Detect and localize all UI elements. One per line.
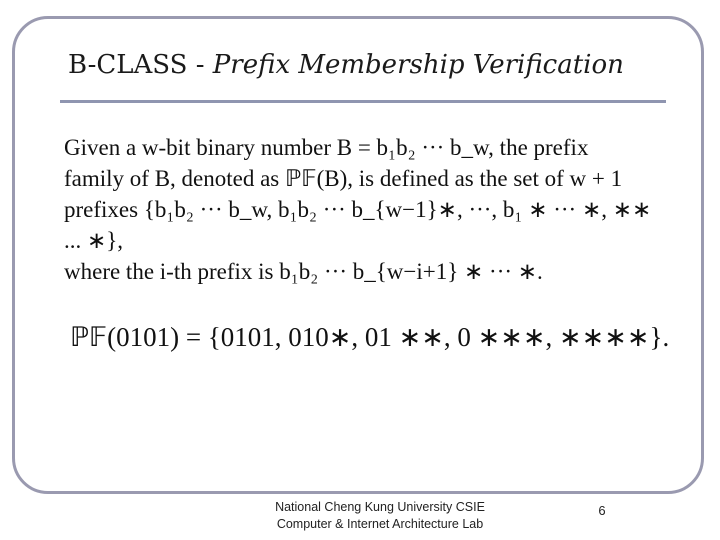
title-prefix: B-CLASS - bbox=[68, 50, 213, 80]
footer-line-2: Computer & Internet Architecture Lab bbox=[276, 517, 484, 531]
definition-line-3: prefixes {b₁b₂ ··· b_w, b₁b₂ ··· b_{w−1}∗, ···, b₁ ∗ ··· ∗, ∗∗ ... ∗}, bbox=[64, 197, 652, 253]
title-main: Prefix Membership Verification bbox=[212, 50, 624, 80]
definition-paragraph bbox=[64, 132, 660, 287]
slide-title bbox=[68, 50, 688, 80]
example-equation: ℙ𝔽(0101) = {0101, 010∗, 01 ∗∗, 0 ∗∗∗, ∗∗∗∗}. bbox=[70, 322, 670, 352]
footer bbox=[230, 499, 530, 533]
page-number: 6 bbox=[598, 503, 606, 518]
definition-line-1: Given a w-bit binary number B = b₁b₂ ··· b_w, the prefix bbox=[64, 135, 589, 160]
definition-line-2: family of B, denoted as ℙ𝔽(B), is defined as the set of w + 1 bbox=[64, 166, 623, 191]
footer-line-1: National Cheng Kung University CSIE bbox=[275, 500, 485, 514]
title-divider bbox=[60, 100, 666, 103]
definition-line-4: where the i-th prefix is b₁b₂ ··· b_{w−i+1} ∗ ··· ∗. bbox=[64, 259, 543, 284]
